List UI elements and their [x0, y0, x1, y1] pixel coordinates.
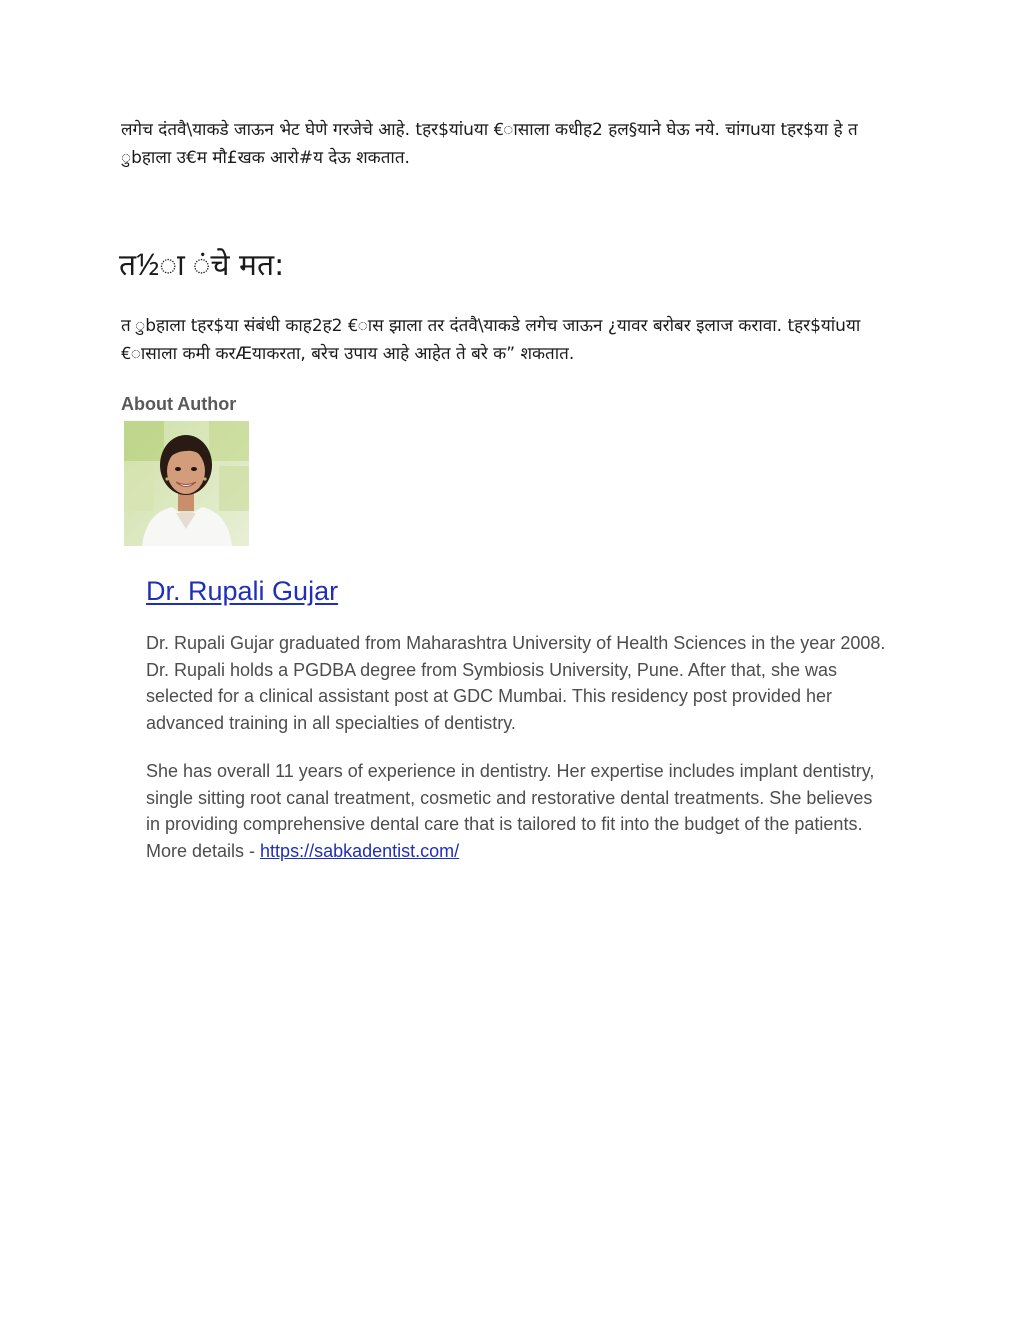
- author-photo: [124, 421, 249, 546]
- author-name-link[interactable]: Dr. Rupali Gujar: [146, 576, 339, 606]
- author-bio-text: She has overall 11 years of experience in dentistry. Her expertise includes implant dentistry, single sitting root canal treatment, cosmetic and restorative dental treatments. She believes in providing comprehensive dental care that is tailored to fit into the budget of the patients. More details -: [146, 761, 875, 861]
- author-bio-paragraph-2: [146, 758, 886, 864]
- author-portrait-image: [124, 421, 249, 546]
- author-bio-paragraph-1: Dr. Rupali Gujar graduated from Maharashtra University of Health Sciences in the year 2008. Dr. Rupali holds a PGDBA degree from Symbiosis University, Pune. After that, she was selected for a clinical assistant post at GDC Mumbai. This residency post provided her advanced training in all specialties of dentistry.: [146, 633, 886, 733]
- website-link[interactable]: https://sabkadentist.com/: [260, 840, 460, 861]
- about-author-label: About Author: [121, 394, 237, 414]
- opinion-heading: त½ा ंचे मत:: [119, 248, 285, 283]
- intro-paragraph: लगेच दंतवै\याकडे जाऊन भेट घेणे गरजेचे आहे. tहर$यांuया €ासाला कधीह2 हल§याने घेऊ नये. चांगuया tहर$या हे त ुbहाला उ€म मौ£खक आरो#य देऊ शकतात.: [121, 120, 858, 168]
- opinion-paragraph: त ुbहाला tहर$या संबंधी काह2ह2 €ास झाला तर दंतवै\याकडे लगेच जाऊन ¿यावर बरोबर इलाज करावा. tहर$यांuया €ासाला कमी करÆयाकरता, बरेच उपाय आहे आहेत ते बरे क” शकतात.: [121, 316, 861, 364]
